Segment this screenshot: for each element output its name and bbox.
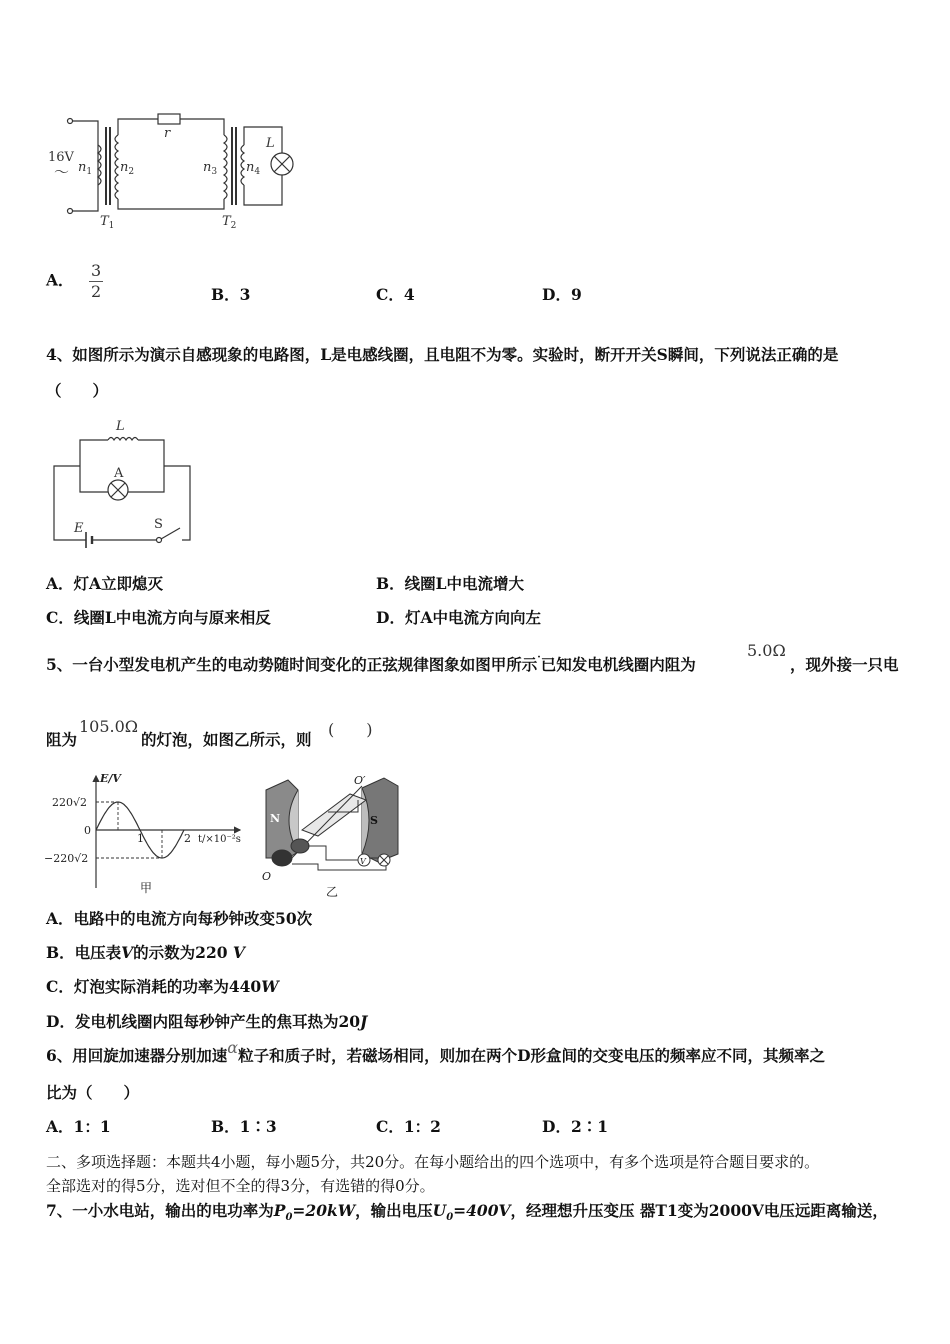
- option-text: 3: [239, 285, 251, 304]
- q3-option-b[interactable]: [211, 284, 250, 306]
- option-text: 的示数为220: [133, 943, 233, 962]
- n2-label: $n_2$: [120, 160, 135, 177]
- fraction-denominator: 2: [90, 282, 102, 301]
- r-label: r: [164, 126, 171, 141]
- q7-stem-part-a: 7、一小水电站，输出的电功率为: [46, 1201, 274, 1220]
- q4-option-c[interactable]: [46, 607, 271, 629]
- q3-option-a[interactable]: [46, 261, 103, 302]
- option-unit: W: [261, 977, 279, 996]
- axis-O-prime-label: O′: [354, 774, 366, 787]
- lamp-L-label: L: [266, 136, 275, 151]
- q5-option-b[interactable]: [46, 942, 245, 964]
- q3-option-d[interactable]: [542, 284, 582, 306]
- q4-stem-line1: 4、如图所示为演示自感现象的电路图，L是电感线圈，且电阻不为零。实验时，断开开关S瞬间，下列说法正确的是: [46, 345, 839, 364]
- P0-symbol: P: [273, 1201, 286, 1220]
- option-text: 2∶1: [570, 1117, 609, 1136]
- fraction-three-halves: [89, 261, 103, 302]
- q5-answer-bracket: ( ): [328, 720, 373, 739]
- option-key: D．: [542, 285, 571, 304]
- q4-option-b[interactable]: [376, 573, 524, 595]
- q6-stem-part-a: 6、用回旋加速器分别加速: [46, 1046, 228, 1065]
- alpha-symbol: α: [227, 1038, 239, 1057]
- q7-stem-part-b: ，输出电压: [355, 1201, 433, 1220]
- switch-S-label: S: [154, 517, 163, 532]
- q5-lamp-resistance-value: 105.0Ω: [79, 717, 139, 736]
- q6-option-b[interactable]: [211, 1116, 277, 1138]
- battery-E-label: E: [74, 521, 84, 536]
- option-key: B．: [46, 943, 75, 962]
- option-text: 线圈L中电流方向与原来相反: [73, 608, 271, 627]
- graph-y-axis-label: E/V: [100, 772, 121, 785]
- q6-stem-part-b: 粒子和质子时，若磁场相同，则加在两个D形盒间的交变电压的频率应不同，其频率之: [238, 1046, 826, 1065]
- emf-sine-graph: [44, 770, 244, 898]
- option-key: B．: [211, 285, 240, 304]
- q6-stem-line2: 比为（ ）: [46, 1083, 140, 1102]
- n3-label: $n_3$: [203, 160, 218, 177]
- q7-stem-line1: [46, 1200, 888, 1229]
- option-unit: J: [360, 1012, 368, 1031]
- q4-option-a[interactable]: [46, 573, 163, 595]
- U0-symbol: U: [432, 1201, 447, 1220]
- P0-subscript: 0: [285, 1212, 293, 1224]
- option-key: B．: [211, 1117, 240, 1136]
- graph-x-tick-1: 1: [137, 832, 144, 845]
- graph-x-axis-label: t/×10⁻²s: [198, 834, 241, 845]
- q4-stem-line2: （ ）: [46, 381, 109, 400]
- n1-label: $n_1$: [78, 160, 93, 177]
- section2-instructions-line1: 二、多项选择题：本题共4小题，每小题5分，共20分。在每小题给出的四个选项中，有多个选项是符合题目要求的。: [46, 1153, 820, 1171]
- option-key: A．: [46, 574, 74, 593]
- option-key: B．: [376, 574, 405, 593]
- generator-caption-yi: 乙: [326, 885, 339, 899]
- option-key: C．: [376, 285, 404, 304]
- q6-stem-line1: [46, 1038, 826, 1067]
- q5-stem-part-a: 5、一台小型发电机产生的电动势随时间变化的正弦规律图象如图甲所示: [46, 655, 538, 674]
- option-key: D．: [542, 1117, 571, 1136]
- T1-label: $T_1$: [100, 214, 115, 231]
- graph-y-max-label: 220√2: [52, 796, 88, 809]
- option-text: 灯A立即熄灭: [73, 574, 164, 593]
- option-text: 9: [570, 285, 582, 304]
- option-key: A．: [46, 1117, 74, 1136]
- section2-instructions-line2: 全部选对的得5分，选对但不全的得3分，有选错的得0分。: [46, 1177, 435, 1195]
- option-key: A．: [46, 270, 74, 290]
- fraction-numerator: 3: [90, 261, 102, 280]
- U0-subscript: 0: [446, 1212, 454, 1224]
- source-voltage-label: 16V: [48, 150, 74, 165]
- lamp-A-label: A: [114, 466, 124, 481]
- option-text: 电路中的电流方向每秒钟改变50次: [73, 909, 313, 928]
- P0-value: =20kW: [292, 1201, 356, 1220]
- inductor-L-label: L: [116, 419, 125, 434]
- q5-dot: ·: [537, 652, 541, 663]
- q5-coil-resistance-value: 5.0Ω: [747, 641, 786, 660]
- option-key: A．: [46, 909, 74, 928]
- axis-O-label: O: [262, 870, 272, 883]
- q5-stem-line1-end: ，现外接一只电: [790, 655, 899, 674]
- graph-y-min-label: −220√2: [44, 852, 89, 865]
- q6-option-a[interactable]: [46, 1116, 111, 1138]
- option-text: 发电机线圈内阻每秒钟产生的焦耳热为20: [74, 1012, 361, 1031]
- q5-stem-part-b: 已知发电机线圈内阻为: [540, 655, 696, 674]
- transformer-circuit-figure: [40, 105, 300, 235]
- q3-option-c[interactable]: [376, 284, 415, 306]
- q6-option-d[interactable]: [542, 1116, 608, 1138]
- graph-caption-jia: 甲: [140, 881, 153, 895]
- graph-y-zero-label: 0: [84, 824, 91, 837]
- option-text: 线圈L中电流增大: [404, 574, 525, 593]
- voltmeter-V-label: V: [360, 857, 366, 866]
- option-text: 灯A中电流方向向左: [404, 608, 541, 627]
- option-key: C．: [376, 1117, 404, 1136]
- option-text: 4: [403, 285, 415, 304]
- option-variable: V: [121, 943, 134, 962]
- option-key: D．: [46, 1012, 75, 1031]
- q5-option-a[interactable]: [46, 908, 312, 930]
- option-unit: V: [232, 943, 245, 962]
- magnet-N-label: N: [270, 812, 281, 825]
- q5-option-c[interactable]: [46, 976, 279, 998]
- generator-figure: [258, 772, 408, 900]
- q7-stem-part-c: ，经理想升压变压 器T1变为2000V电压远距离输送，: [510, 1201, 888, 1220]
- option-text: 1：2: [403, 1117, 441, 1136]
- q5-option-d[interactable]: [46, 1011, 367, 1033]
- self-inductance-circuit-figure: [44, 412, 204, 552]
- graph-x-tick-2: 2: [184, 832, 191, 845]
- option-key: D．: [376, 608, 405, 627]
- q6-option-c[interactable]: [376, 1116, 441, 1138]
- option-text: 1：1: [73, 1117, 111, 1136]
- q5-stem-line2-end: 的灯泡，如图乙所示，则: [141, 730, 312, 749]
- ac-source-symbol: ～: [54, 163, 70, 181]
- option-text: 1∶3: [239, 1117, 277, 1136]
- option-key: C．: [46, 977, 74, 996]
- q5-stem-line1: [46, 654, 696, 679]
- q4-option-d[interactable]: [376, 607, 541, 629]
- U0-value: =400V: [453, 1201, 511, 1220]
- option-text: 电压表: [74, 943, 122, 962]
- T2-label: $T_2$: [222, 214, 237, 231]
- option-text: 灯泡实际消耗的功率为440: [73, 977, 262, 996]
- n4-label: $n_4$: [246, 160, 261, 177]
- q5-stem-line2: 阻为: [46, 730, 78, 749]
- option-key: C．: [46, 608, 74, 627]
- magnet-S-label: S: [370, 814, 378, 827]
